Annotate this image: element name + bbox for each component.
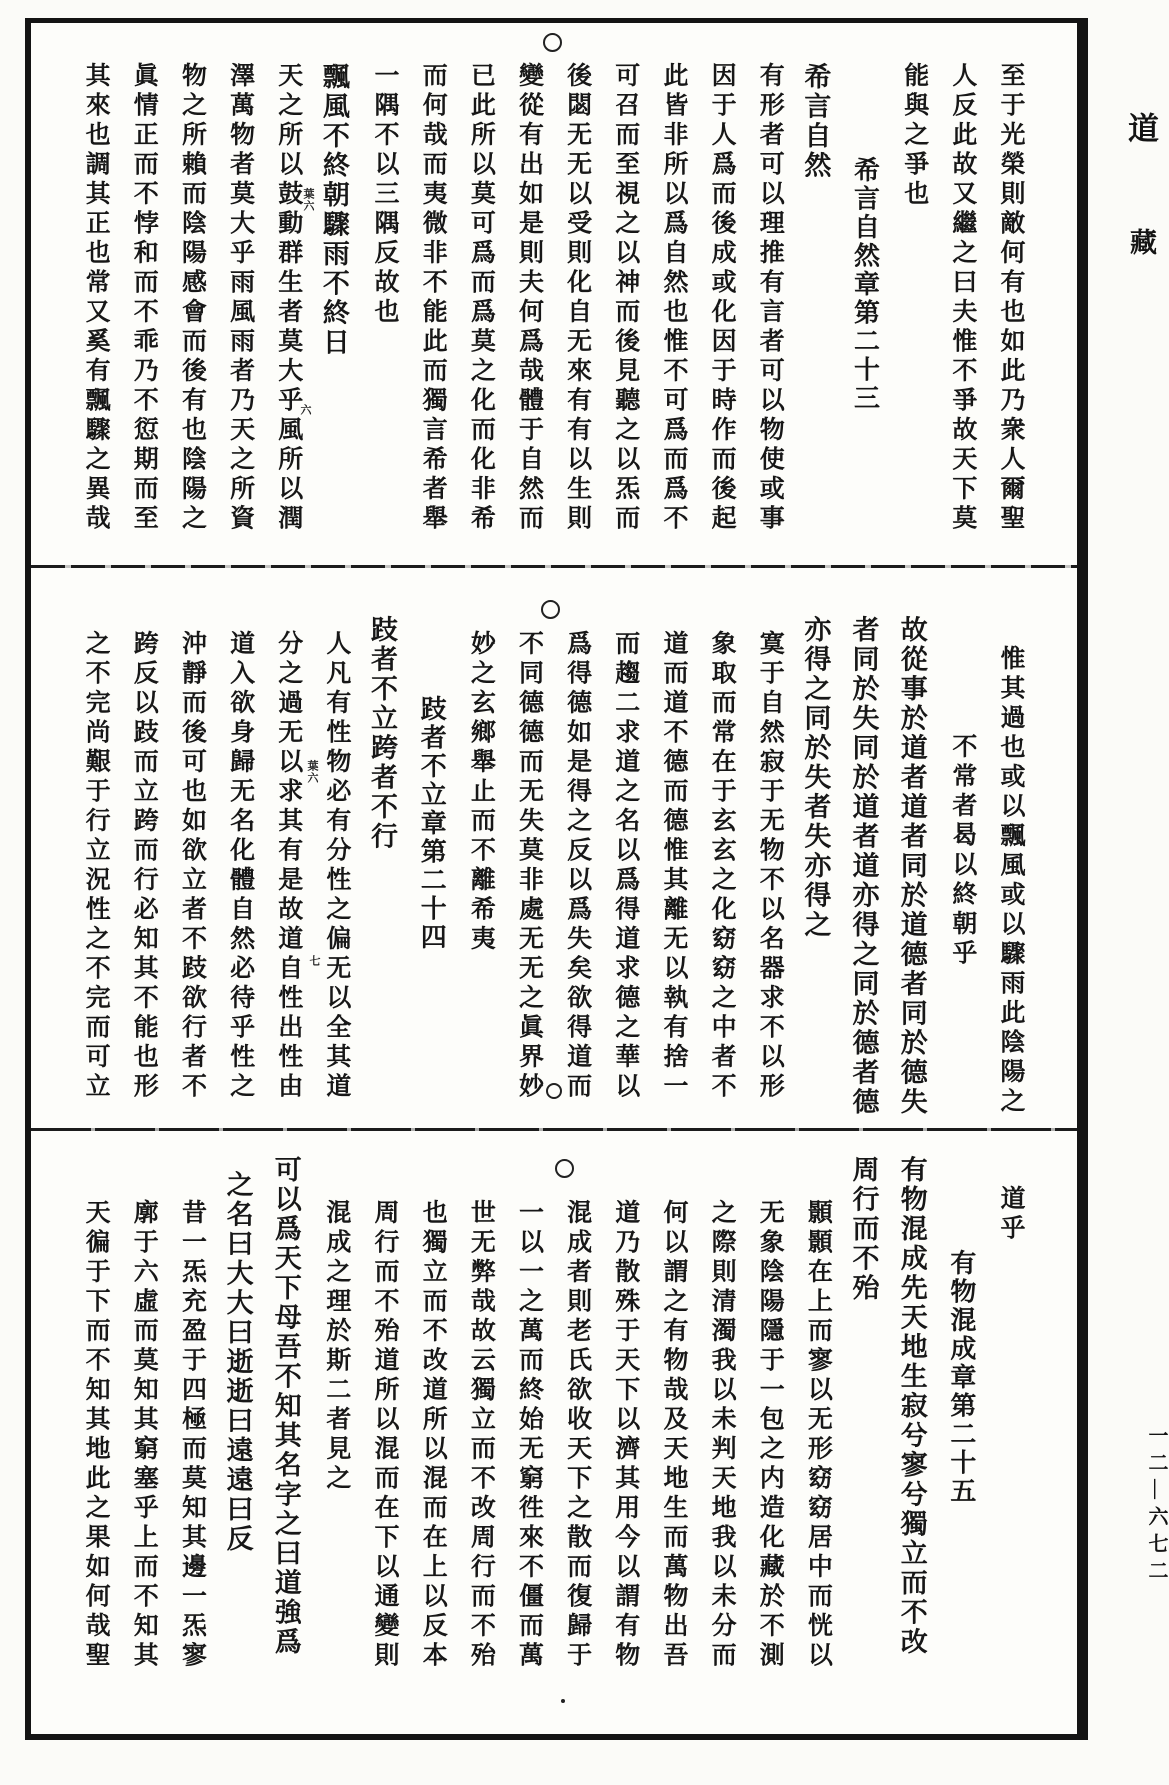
section-circle-mark [543,33,562,52]
text-column: 能與之爭也 [900,62,928,210]
collation-note: 六 [299,404,311,416]
collation-note: 葉六 [306,760,318,784]
text-column: 之不完尚艱于行立況性之不完而可立 [82,629,110,1102]
text-column: 可召而至視之以神而後見聽之以炁而 [611,62,639,534]
text-column: 有形者可以理推有言者可以物使或事 [756,62,784,534]
text-column: 至于光榮則敵何有也如此乃衆人爾聖 [997,62,1024,534]
text-column: 一以一之萬而終始无窮徃來不僵而萬 [515,1199,543,1672]
text-column: 不常者曷以終朝乎 [948,733,976,969]
text-column: 象取而常在于玄玄之化窈窈之中者不 [708,629,736,1102]
text-column: 道入欲身歸无名化體自然必待乎性之 [226,629,254,1102]
text-column: 者同於失同於道者道亦得之同於德者德 [848,615,879,1117]
text-column: 跂者不立跨者不行 [367,615,398,851]
text-column: 道乎 [997,1184,1024,1244]
text-column: 爲得德如是得之反以爲失矣欲得道而 [563,629,591,1102]
text-column: 道而道不德而德惟其離无以執有捨一 [659,629,687,1102]
margin-label-zang: 藏 [1126,228,1156,255]
text-column: 眞情正而不悖和而不乖乃不愆期而至 [130,62,158,534]
text-column: 之際則清濁我以未判天地我以未分而 [708,1199,736,1672]
section-circle-mark [555,1159,574,1178]
text-column: 有物混成章第二十五 [946,1249,976,1506]
text-column: 周行而不殆 [848,1155,879,1303]
text-column: 混成者則老氏欲收天下之散而復歸于 [563,1199,591,1672]
text-column: 道乃散殊于天下以濟其用今以謂有物 [611,1199,639,1672]
margin-page-number: 一二—六七二 [1145,1425,1167,1587]
text-column: 可以爲天下母吾不知其名字之曰道強爲 [270,1155,301,1657]
text-column: 已此所以莫可爲而爲莫之化而化非希 [467,62,495,534]
panel-divider-bottom [31,1128,1077,1131]
collation-note: 葉六 [302,188,314,212]
text-column: 物之所賴而陰陽感會而後有也陰陽之 [178,62,206,534]
text-column: 分之過无以求其有是故道自性出性由 [274,629,302,1102]
text-column: 亦得之同於失者失亦得之 [800,615,831,940]
text-column: 澤萬物者莫大乎雨風雨者乃天之所資 [226,62,254,534]
text-column: 无象陰陽隱于一包之内造化藏於不測 [756,1199,784,1672]
text-column: 跂者不立章第二十四 [417,694,447,952]
text-column: 變從有出如是則夫何爲哉體于自然而 [515,62,543,534]
text-column: 跨反以跂而立跨而行必知其不能也形 [130,629,158,1102]
text-column: 而何哉而夷微非不能此而獨言希者舉 [419,62,447,534]
text-column: 此皆非所以爲自然也惟不可爲而爲不 [659,62,687,534]
text-column: 也獨立而不改道所以混而在上以反本 [419,1199,447,1672]
text-column: 有物混成先天地生寂兮寥兮獨立而不改 [896,1155,927,1657]
text-column: 人反此故又繼之曰夫惟不爭故天下莫 [948,62,976,534]
text-column: 天徧于下而不知其地此之果如何哉聖 [82,1199,110,1672]
text-column: 妙之玄鄉舉止而不離希夷 [467,629,495,955]
text-column: 其來也調其正也常又奚有飄驟之異哉 [82,62,110,534]
text-column: 希言自然章第二十三 [850,156,880,413]
text-column: 廓于六虛而莫知其窮塞乎上而不知其 [130,1199,158,1672]
panel-divider-top [31,565,1077,568]
text-column: 後閟无无以受則化自无來有有以生則 [563,62,591,534]
text-column: 一隅不以三隅反故也 [371,62,399,328]
text-column: 之名曰大大曰逝逝曰遠遠曰反 [222,1169,253,1554]
section-circle-mark [546,1083,562,1099]
text-column: 世无弊哉故云獨立而不改周行而不殆 [467,1199,495,1672]
text-column: 不同德德而无失莫非處无无之眞界妙 [515,629,543,1102]
text-column: 故從事於道者道者同於道德者同於德失 [896,615,927,1117]
margin-label-dao: 道 [1123,112,1158,143]
text-column: 天之所以鼓動群生者莫大乎風所以潤 [274,62,302,534]
text-column: 飄風不終朝驟雨不終日 [318,62,349,357]
text-column: 惟其過也或以飄風或以驟雨此陰陽之 [997,644,1024,1117]
text-column: 希言自然 [800,62,831,180]
collation-note: 七 [308,955,320,967]
section-circle-mark [541,600,560,619]
text-column: 因于人爲而後成或化因于時作而後起 [708,62,736,534]
text-column: 周行而不殆道所以混而在下以通變則 [371,1199,399,1672]
text-column: 何以謂之有物哉及天地生而萬物出吾 [659,1199,687,1672]
text-column: 寞于自然寂于无物不以名器求不以形 [756,629,784,1102]
text-column: 混成之理於斯二者見之 [322,1199,350,1495]
text-column: 人凡有性物必有分性之偏无以全其道 [322,629,350,1102]
text-column: 顥顥在上而寥以无形窈窈居中而恍以 [804,1199,832,1672]
text-column: 昔一炁充盈于四極而莫知其邊一炁寥 [178,1199,206,1672]
fold-mark-dot [561,1699,565,1703]
text-column: 而趨二求道之名以爲得道求德之華以 [611,629,639,1102]
text-column: 沖靜而後可也如欲立者不跂欲行者不 [178,629,206,1102]
